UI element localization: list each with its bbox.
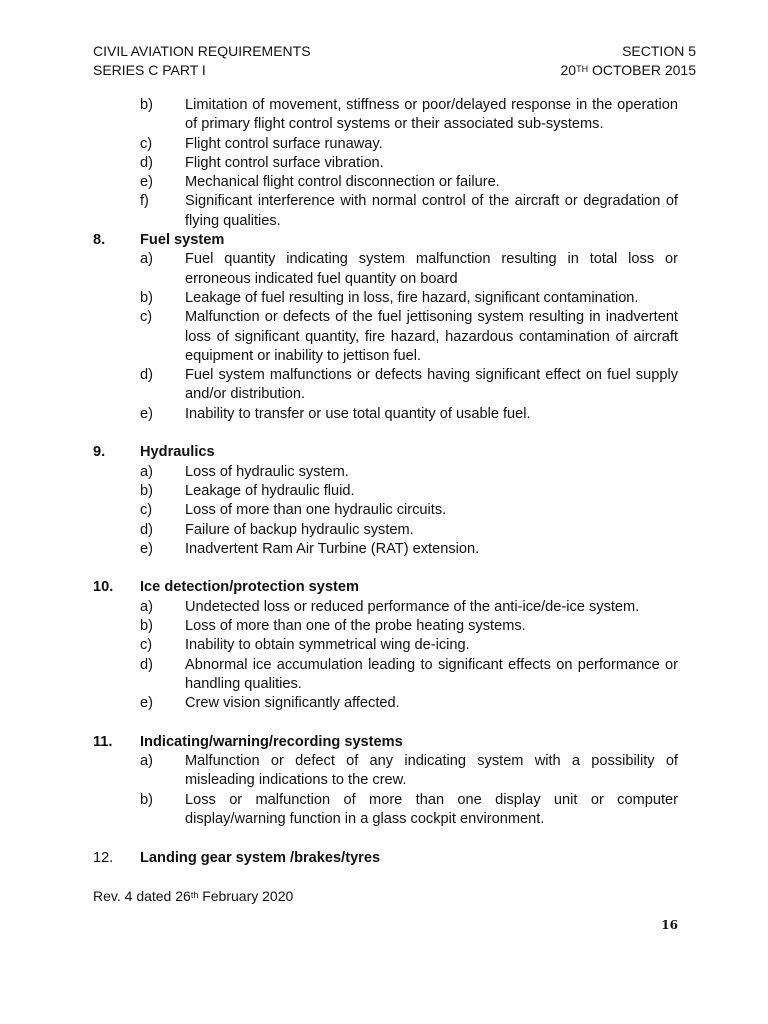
list-item <box>93 598 678 617</box>
item-label: c) <box>140 502 153 519</box>
item-text: Loss of hydraulic system. <box>185 463 349 480</box>
item-text: Undetected loss or reduced performance of the anti-ice/de-ice system. <box>185 598 640 615</box>
item-text: Mechanical flight control disconnection or failure. <box>185 174 500 191</box>
item-text: Malfunction or defects of the fuel jettisoning system resulting in inadvertent loss of significant quantity, fire hazard, hazardous contamination of aircraft equipment or inability to jettison fuel. <box>185 309 678 364</box>
item-label: a) <box>140 753 153 770</box>
item-label: d) <box>140 367 153 384</box>
list-item <box>93 308 678 366</box>
page-body <box>93 96 678 868</box>
list-item <box>93 482 678 501</box>
item-label: c) <box>140 309 153 326</box>
header-series: SERIES C PART I <box>93 62 206 78</box>
list-item <box>93 463 678 482</box>
list-item <box>93 617 678 636</box>
header-doc-title: CIVIL AVIATION REQUIREMENTS <box>93 43 311 59</box>
item-text: Malfunction or defect of any indicating system with a possibility of misleading indications to the crew. <box>185 753 678 789</box>
item-text: Loss or malfunction of more than one display unit or computer display/warning function in a glass cockpit environment. <box>185 791 678 827</box>
item-text: Fuel system malfunctions or defects having significant effect on fuel supply and/or distribution. <box>185 367 678 403</box>
list-item <box>93 405 678 424</box>
section-title: Hydraulics <box>140 444 215 461</box>
list-item <box>93 96 678 135</box>
item-label: e) <box>140 695 153 712</box>
section-number: 10. <box>93 579 114 596</box>
list-item <box>93 501 678 520</box>
section-title: Landing gear system /brakes/tyres <box>140 849 381 866</box>
item-text: Loss of more than one hydraulic circuits. <box>185 502 447 519</box>
header-row-2 <box>93 61 696 80</box>
section-title: Indicating/warning/recording systems <box>140 733 403 750</box>
section-heading-hydraulics <box>93 443 678 462</box>
section-heading-fuel-system <box>93 231 678 250</box>
item-label: a) <box>140 251 153 268</box>
list-item <box>93 135 678 154</box>
item-label: e) <box>140 174 153 191</box>
list-item <box>93 250 678 289</box>
section-heading-indicating-systems <box>93 733 678 752</box>
item-text: Crew vision significantly affected. <box>185 695 400 712</box>
item-label: a) <box>140 598 153 615</box>
item-text: Inability to transfer or use total quantity of usable fuel. <box>185 405 531 422</box>
section-number: 11. <box>93 733 113 750</box>
page-header <box>93 42 696 80</box>
section-title: Fuel system <box>140 232 225 249</box>
spacer <box>93 559 678 578</box>
item-label: d) <box>140 154 153 171</box>
list-item <box>93 752 678 791</box>
revision-note: Rev. 4 dated 26th February 2020 <box>93 888 294 904</box>
header-row-1 <box>93 42 696 61</box>
section-number: 9. <box>93 444 106 461</box>
list-item <box>93 192 678 231</box>
item-label: b) <box>140 618 153 635</box>
list-item <box>93 656 678 695</box>
item-text: Loss of more than one of the probe heating systems. <box>185 618 526 635</box>
list-item <box>93 694 678 713</box>
list-item <box>93 154 678 173</box>
item-label: c) <box>140 135 153 152</box>
item-label: e) <box>140 540 153 557</box>
spacer <box>93 829 678 848</box>
item-text: Flight control surface runaway. <box>185 135 383 152</box>
list-item <box>93 289 678 308</box>
item-label: b) <box>140 97 153 113</box>
list-item <box>93 173 678 192</box>
item-label: a) <box>140 463 153 480</box>
header-date: 20TH OCTOBER 2015 <box>560 62 696 78</box>
list-item <box>93 636 678 655</box>
item-label: b) <box>140 482 153 499</box>
item-label: b) <box>140 791 153 808</box>
list-item <box>93 540 678 559</box>
section-title: Ice detection/protection system <box>140 579 359 596</box>
list-item <box>93 791 678 830</box>
page-number: 16 <box>661 918 678 932</box>
item-text: Limitation of movement, stiffness or poor/delayed response in the operation of primary flight control systems or their associated sub-systems. <box>185 97 678 133</box>
item-text: Inability to obtain symmetrical wing de-icing. <box>185 637 470 654</box>
header-section: SECTION 5 <box>622 43 696 59</box>
item-label: f) <box>140 193 149 210</box>
section-heading-landing-gear <box>93 849 678 868</box>
item-label: d) <box>140 656 153 673</box>
item-text: Significant interference with normal control of the aircraft or degradation of flying qualities. <box>185 193 678 229</box>
section-number: 12. <box>93 849 114 866</box>
list-item <box>93 521 678 540</box>
item-text: Failure of backup hydraulic system. <box>185 521 414 538</box>
section-number: 8. <box>93 232 106 249</box>
item-text: Inadvertent Ram Air Turbine (RAT) extension. <box>185 540 480 557</box>
item-text: Leakage of hydraulic fluid. <box>185 482 355 499</box>
spacer <box>93 714 678 733</box>
item-label: b) <box>140 289 153 306</box>
spacer <box>93 424 678 443</box>
section-heading-ice-detection <box>93 578 678 597</box>
list-item <box>93 366 678 405</box>
item-text: Flight control surface vibration. <box>185 154 384 171</box>
item-label: d) <box>140 521 153 538</box>
item-text: Abnormal ice accumulation leading to significant effects on performance or handling qualities. <box>185 656 678 692</box>
item-text: Leakage of fuel resulting in loss, fire hazard, significant contamination. <box>185 289 639 306</box>
item-label: c) <box>140 637 153 654</box>
item-text: Fuel quantity indicating system malfunction resulting in total loss or erroneous indicated fuel quantity on board <box>185 251 678 287</box>
item-label: e) <box>140 405 153 422</box>
